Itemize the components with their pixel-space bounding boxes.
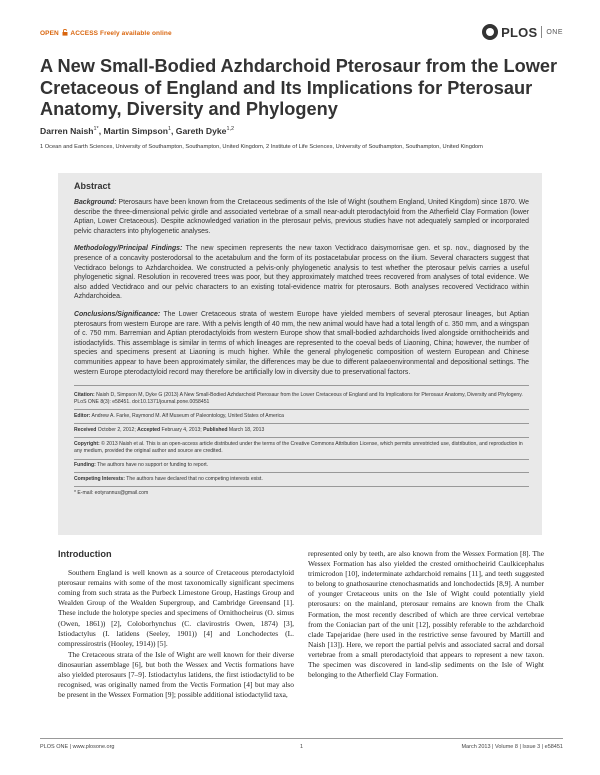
plos-one-logo [482, 23, 563, 41]
editor-label: Editor: [74, 412, 91, 419]
methods-label: Methodology/Principal Findings: [74, 245, 183, 253]
author-affiliation-marker: 1 [167, 126, 172, 133]
editor [74, 410, 529, 424]
abstract-box [58, 173, 542, 535]
accepted-date: February 4, 2013; [160, 426, 204, 433]
body-paragraph: The Cretaceous strata of the Isle of Wight are well known for their diverse dinosaurian assemblage [6], but both the Wessex and Vectis formations have also yielded pterosaurs [7–9]. Istiodactylus latidens, the first istiodactylid to be recognised, was originally named from the Vectis Formation [4] but may also be present in the Wessex Formation [9]; possible additional istiodactylid taxa, [58, 649, 294, 700]
competing-interests [74, 473, 529, 487]
plos-logo-icon [482, 24, 498, 40]
corresponding-email[interactable]: * E-mail: eotyrannus@gmail.com [74, 489, 149, 496]
received-label: Received [74, 426, 97, 433]
abstract-background [74, 198, 529, 236]
author-affiliation-marker: 1* [93, 126, 99, 133]
accepted-label: Accepted [137, 426, 161, 433]
introduction-heading: Introduction [58, 549, 112, 559]
page-footer [40, 738, 563, 755]
freely-available-label: Freely available online [100, 30, 172, 37]
copyright-label: Copyright: [74, 440, 100, 447]
body-left-column [58, 549, 294, 700]
conclusions-label: Conclusions/Significance: [74, 310, 161, 318]
published-date: March 18, 2013 [227, 426, 265, 433]
affiliations: 1 Ocean and Earth Sciences, University of Southampton, Southampton, United Kingdom, 2 Institute of Life Sciences, University of Southampton, Southampton, United Kingdom [40, 144, 483, 150]
methods-text: The new specimen represents the new taxon Vectidraco daisymorrisae gen. et sp. nov., diagnosed by the presence of a concavity posterodorsal to the acetabulum and the form of its postacetabular process on the ilium. Several characters suggest that Vectidraco belongs to Azhdarchoidea. We constructed a pelvis-only phylogenetic analysis to test whether the pterosaur pelvis carries a useful phylogenetic signal. Resolution in recovered trees was poor, but they approximately matched trees recovered from analyses of total evidence. We also added Vectidraco and our pelvic characters to an existing total-evidence matrix for pterosaurs. Both analyses recovered Vectidraco within Azhdarchoidea. [74, 245, 529, 301]
open-access-lock-icon [62, 29, 68, 36]
dates [74, 424, 529, 438]
copyright [74, 438, 529, 459]
author-affiliation-marker: 1,2 [226, 126, 235, 133]
one-wordmark: ONE [546, 28, 563, 36]
background-label: Background: [74, 199, 117, 206]
author-list: Darren Naish$^{1*}$, Martin Simpson$^1$, Gareth Dyke$^{1,2}$ [40, 126, 235, 136]
competing-text: The authors have declared that no competing interests exist. [124, 475, 263, 482]
open-label: OPEN [40, 30, 59, 37]
body-right-column [308, 549, 544, 680]
citation-text: Naish D, Simpson M, Dyke G (2013) A New Small-Bodied Azhdarchoid Pterosaur from the Lower Cretaceous of England and Its Implications for Pterosaur Anatomy, Diversity and Phylogeny. PLoS ONE 8(3): e58451. doi:10.1371/journal.pone.0058451 [74, 391, 523, 405]
funding-label: Funding: [74, 462, 96, 469]
citation-label: Citation: [74, 391, 95, 398]
page-number: 1 [300, 744, 304, 750]
editor-text: Andrew A. Farke, Raymond M. Alf Museum of Paleontology, United States of America [90, 412, 284, 419]
funding [74, 460, 529, 474]
abstract-heading: Abstract [74, 181, 111, 191]
journal-header [40, 20, 563, 46]
funding-text: The authors have no support or funding to report. [95, 462, 209, 469]
body-paragraph: Southern England is well known as a source of Cretaceous pterodactyloid pterosaur remains with some of the most taxonomically significant specimens coming from such strata as the Purbeck Limestone Group, Hastings Group and Wealden Group of the Wealden Supergroup, and Cambridge Greensand [1]. These include the holotype species and specimens of Ornithocheirus (O. simus (Owen, 1861)) [2], Coloborhynchus (C. clavirostris Owen, 1874) [3], Istiodactylus (I. latidens (Seeley, 1901)) [4] and Lonchodectes (L. compressirostris (Hooley, 1914)) [5]. [58, 568, 294, 648]
logo-divider [541, 26, 542, 38]
article-metadata [74, 385, 529, 500]
published-label: Published [203, 426, 228, 433]
open-access-badge [40, 29, 172, 37]
author-name[interactable]: Darren Naish [40, 126, 94, 136]
citation [74, 389, 529, 410]
footer-issue: March 2013 | Volume 8 | Issue 3 | e58451 [461, 744, 563, 750]
received-date: October 2, 2012; [96, 426, 138, 433]
article-title: A New Small-Bodied Azhdarchoid Pterosaur from the Lower Cretaceous of England and Its Implications for Pterosaur Anatomy, Diversity and Phylogeny [40, 56, 558, 119]
footer-journal[interactable]: PLOS ONE | www.plosone.org [40, 744, 115, 750]
abstract-methods [74, 244, 529, 302]
abstract-conclusions [74, 310, 529, 377]
author-name[interactable]: Martin Simpson [103, 126, 168, 136]
competing-label: Competing Interests: [74, 475, 125, 482]
copyright-text: © 2013 Naish et al. This is an open-access article distributed under the terms of the Creative Commons Attribution License, which permits unrestricted use, distribution, and reproduction in any medium, provided the original author and source are credited. [74, 440, 523, 455]
body-paragraph: represented only by teeth, are also known from the Wessex Formation [8]. The Wessex Formation has also yielded the crested ornithocheirid Caulkicephalus trimicrodon [10], indeterminate azhdarchoid remains [11], and teeth suggested to belong to gnathosaurine ctenochasmatids and lonchodectids [8,9]. A number of younger Cretaceous units on the Isle of Wight could potentially yield pterosaurs: on the mainland, pterosaur remains are known from the Chalk Formation, the most recently described of which are three cervical vertebrae from the Coniacian part of the unit [12], possibly referable to the azhdarchoid clade Tapejaridae (here used in the restrictive sense favoured by Martill and Naish [13]). Here, we report the partial pelvis and associated sacral and dorsal vertebrae from a small pterodactyloid that appears to represent a new taxon. The specimen was discovered in land-slip sediments on the Isle of Wight belonging to the Atherfield Clay Formation. [308, 549, 544, 680]
plos-wordmark: PLOS [501, 24, 538, 40]
access-label: ACCESS [70, 30, 99, 37]
background-text: Pterosaurs have been known from the Cretaceous sediments of the Isle of Wight (southern England, United Kingdom) since 1870. We describe the three-dimensional pelvic girdle and associated vertebrae of a small near-adult pterodactyloid from the Atherfield Clay Formation (lower Aptian, Lower Cretaceous). Despite acknowledged variation in the pterosaur pelvis, previous studies have not adequately sampled or incorporated pelvic characters into phylogenetic analyses. [74, 199, 529, 235]
author-name[interactable]: Gareth Dyke [175, 126, 227, 136]
conclusions-text: The Lower Cretaceous strata of western Europe have yielded members of several pterosaur lineages, but Aptian pterosaurs from western Europe are rare. With a pelvis length of 40 mm, the new animal would have had a total length of c. 350 mm, and a wingspan of c. 750 mm. Barremian and Aptian pterodactyloids from western Europe show that small-bodied azhdarchoids lived alongside ornithocheirids and istiodactylids. This assemblage is similar in terms of which lineages are represented to the coeval beds of Liaoning, China; however, the number of species and specimens present at Liaoning is much higher. While the general phylogenetic composition of western European and Chinese communities appear to have been approximately similar, the differences may be due to different palaeoenvironmental and depositional settings. The western Europe pterodactyloid record may therefore be artificially low in diversity due to preservational factors. [74, 310, 529, 376]
